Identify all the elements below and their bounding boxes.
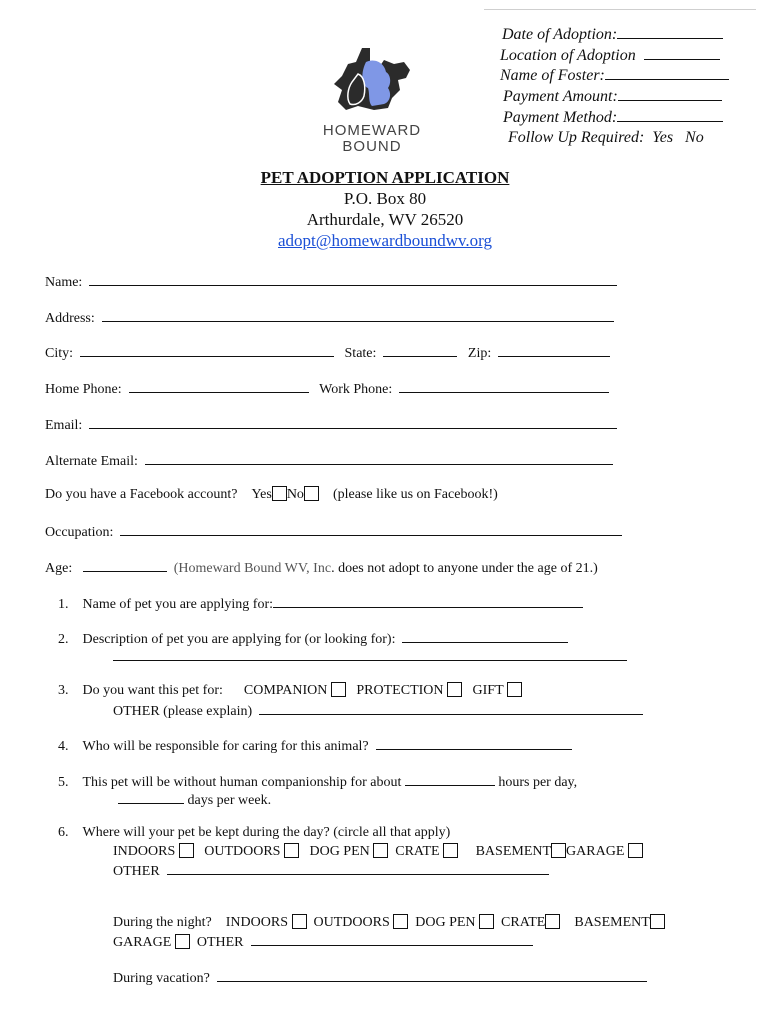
vacation-row — [113, 968, 647, 987]
age-label: Age: — [45, 561, 73, 576]
followup-row — [508, 128, 704, 149]
protection-checkbox[interactable] — [447, 682, 462, 697]
state-field[interactable] — [383, 343, 457, 357]
question-4-field[interactable] — [376, 736, 572, 750]
question-4 — [58, 736, 572, 755]
question-5-text: This pet will be without human companionship for about — [82, 775, 402, 790]
home-phone-field[interactable] — [129, 379, 309, 393]
facebook-question: Do you have a Facebook account? — [45, 487, 238, 502]
night-garage-label: GARAGE — [113, 935, 172, 950]
foster-label: Name of Foster: — [500, 67, 605, 84]
logo-map-icon — [318, 44, 426, 116]
day-garage-checkbox[interactable] — [628, 843, 643, 858]
day-other-label: OTHER — [113, 864, 160, 879]
day-dogpen-label: DOG PEN — [309, 844, 370, 859]
day-other-field[interactable] — [167, 861, 549, 875]
day-basement-label: BASEMENT — [475, 844, 552, 859]
city-field[interactable] — [80, 343, 334, 357]
followup-yes[interactable]: Yes — [652, 129, 674, 146]
facebook-row — [45, 486, 498, 503]
question-2-field-line2[interactable] — [113, 660, 627, 661]
question-2-number: 2. — [58, 632, 69, 647]
question-4-text: Who will be responsible for caring for this animal? — [82, 739, 369, 754]
city-state-zip-row — [45, 343, 610, 362]
payment-method-field[interactable] — [617, 108, 723, 122]
foster-field[interactable] — [605, 66, 729, 80]
address-row — [45, 308, 614, 327]
day-crate-checkbox[interactable] — [443, 843, 458, 858]
location-row — [500, 46, 720, 67]
logo-text-line1: HOMEWARD — [322, 122, 422, 139]
night-basement-label: BASEMENT — [574, 915, 650, 930]
date-of-adoption-label: Date of Adoption: — [502, 26, 618, 43]
hours-per-day-label: hours per day, — [498, 775, 578, 790]
question-1-number: 1. — [58, 597, 69, 612]
day-crate-label: CRATE — [395, 844, 440, 859]
email-field[interactable] — [89, 415, 617, 429]
question-1-text: Name of pet you are applying for: — [82, 597, 273, 612]
question-5 — [58, 772, 577, 791]
phone-row — [45, 379, 609, 398]
night-question: During the night? — [113, 915, 212, 930]
date-of-adoption-row — [502, 25, 723, 46]
facebook-no-label: No — [286, 487, 304, 502]
question-3-other — [113, 701, 643, 720]
day-other-row — [113, 861, 549, 880]
age-field[interactable] — [83, 558, 167, 572]
city-label: City: — [45, 346, 74, 361]
q3-other-label: OTHER (please explain) — [113, 704, 253, 719]
payment-amount-row — [503, 87, 722, 108]
name-label: Name: — [45, 275, 83, 290]
question-4-number: 4. — [58, 739, 69, 754]
followup-no[interactable]: No — [685, 129, 704, 146]
top-rule — [484, 9, 756, 10]
facebook-note: (please like us on Facebook!) — [332, 487, 498, 502]
age-note: . does not adopt to anyone under the age of 21.) — [331, 561, 598, 576]
occupation-row — [45, 522, 622, 541]
day-basement-checkbox[interactable] — [551, 843, 566, 858]
email-row — [45, 415, 617, 434]
night-other-label: OTHER — [196, 935, 244, 950]
alt-email-field[interactable] — [145, 451, 613, 465]
day-indoors-checkbox[interactable] — [179, 843, 194, 858]
age-note-org: (Homeward Bound WV, Inc — [173, 561, 332, 576]
age-row — [45, 558, 598, 577]
day-outdoors-checkbox[interactable] — [284, 843, 299, 858]
homeward-bound-logo — [318, 44, 426, 156]
night-other-field[interactable] — [251, 932, 533, 946]
night-indoors-checkbox[interactable] — [292, 914, 307, 929]
foster-row — [500, 66, 729, 87]
night-crate-checkbox[interactable] — [545, 914, 560, 929]
question-2 — [58, 629, 568, 648]
email-label: Email: — [45, 418, 83, 433]
night-dogpen-checkbox[interactable] — [479, 914, 494, 929]
question-6-number: 6. — [58, 825, 69, 840]
name-row — [45, 272, 617, 291]
home-phone-label: Home Phone: — [45, 382, 122, 397]
night-garage-checkbox[interactable] — [175, 934, 190, 949]
day-indoors-label: INDOORS — [113, 844, 176, 859]
question-2-text: Description of pet you are applying for (or looking for): — [82, 632, 396, 647]
form-title: PET ADOPTION APPLICATION — [260, 168, 510, 187]
vacation-field[interactable] — [217, 968, 647, 982]
occupation-label: Occupation: — [45, 525, 114, 540]
facebook-yes-label: Yes — [251, 487, 272, 502]
night-crate-label: CRATE — [501, 915, 546, 930]
night-other-row — [113, 932, 533, 951]
address-label: Address: — [45, 311, 95, 326]
followup-label: Follow Up Required: — [508, 129, 645, 146]
gift-checkbox[interactable] — [507, 682, 522, 697]
name-field[interactable] — [89, 272, 617, 286]
days-per-week-field[interactable] — [118, 790, 184, 804]
logo-text-line2: BOUND — [342, 138, 402, 155]
state-label: State: — [344, 346, 377, 361]
question-5-days — [118, 790, 271, 809]
day-garage-label: GARAGE — [566, 844, 625, 859]
companion-checkbox[interactable] — [331, 682, 346, 697]
question-5-number: 5. — [58, 775, 69, 790]
location-label: Location of Adoption — [500, 47, 636, 64]
night-basement-checkbox[interactable] — [650, 914, 665, 929]
payment-amount-field[interactable] — [618, 87, 722, 101]
hours-per-day-field[interactable] — [405, 772, 495, 786]
day-dogpen-checkbox[interactable] — [373, 843, 388, 858]
question-1 — [58, 594, 583, 613]
companion-label: COMPANION — [243, 683, 328, 698]
night-indoors-label: INDOORS — [225, 915, 288, 930]
question-6-text: Where will your pet be kept during the day? (circle all that apply) — [82, 825, 451, 840]
location-field[interactable] — [644, 46, 720, 60]
day-outdoors-label: OUTDOORS — [204, 844, 281, 859]
payment-method-label: Payment Method: — [503, 109, 618, 126]
alt-email-label: Alternate Email: — [45, 454, 138, 469]
contact-email-row — [0, 231, 770, 251]
facebook-no-checkbox[interactable] — [304, 486, 319, 501]
work-phone-field[interactable] — [399, 379, 609, 393]
date-of-adoption-field[interactable] — [617, 25, 723, 39]
payment-amount-label: Payment Amount: — [503, 88, 618, 105]
night-outdoors-checkbox[interactable] — [393, 914, 408, 929]
address-field[interactable] — [102, 308, 614, 322]
gift-label: GIFT — [472, 683, 504, 698]
work-phone-label: Work Phone: — [319, 382, 393, 397]
question-3-text: Do you want this pet for: — [82, 683, 223, 698]
alt-email-row — [45, 451, 613, 470]
contact-email-link[interactable]: adopt@homewardboundwv.org — [278, 231, 492, 250]
night-dogpen-label: DOG PEN — [415, 915, 476, 930]
day-location-options — [113, 843, 643, 860]
occupation-field[interactable] — [120, 522, 622, 536]
question-3-number: 3. — [58, 683, 69, 698]
night-outdoors-label: OUTDOORS — [313, 915, 390, 930]
question-1-field[interactable] — [273, 594, 583, 608]
zip-field[interactable] — [498, 343, 610, 357]
q3-other-field[interactable] — [259, 701, 643, 715]
facebook-yes-checkbox[interactable] — [272, 486, 287, 501]
city-line: Arthurdale, WV 26520 — [306, 210, 464, 229]
night-location-options — [113, 914, 665, 931]
question-2-field[interactable] — [402, 629, 568, 643]
zip-label: Zip: — [467, 346, 492, 361]
payment-method-row — [503, 108, 723, 129]
po-box: P.O. Box 80 — [343, 189, 427, 208]
vacation-question: During vacation? — [113, 971, 210, 986]
question-6 — [58, 825, 450, 841]
protection-label: PROTECTION — [356, 683, 444, 698]
question-3 — [58, 682, 522, 699]
days-per-week-label: days per week. — [187, 793, 272, 808]
